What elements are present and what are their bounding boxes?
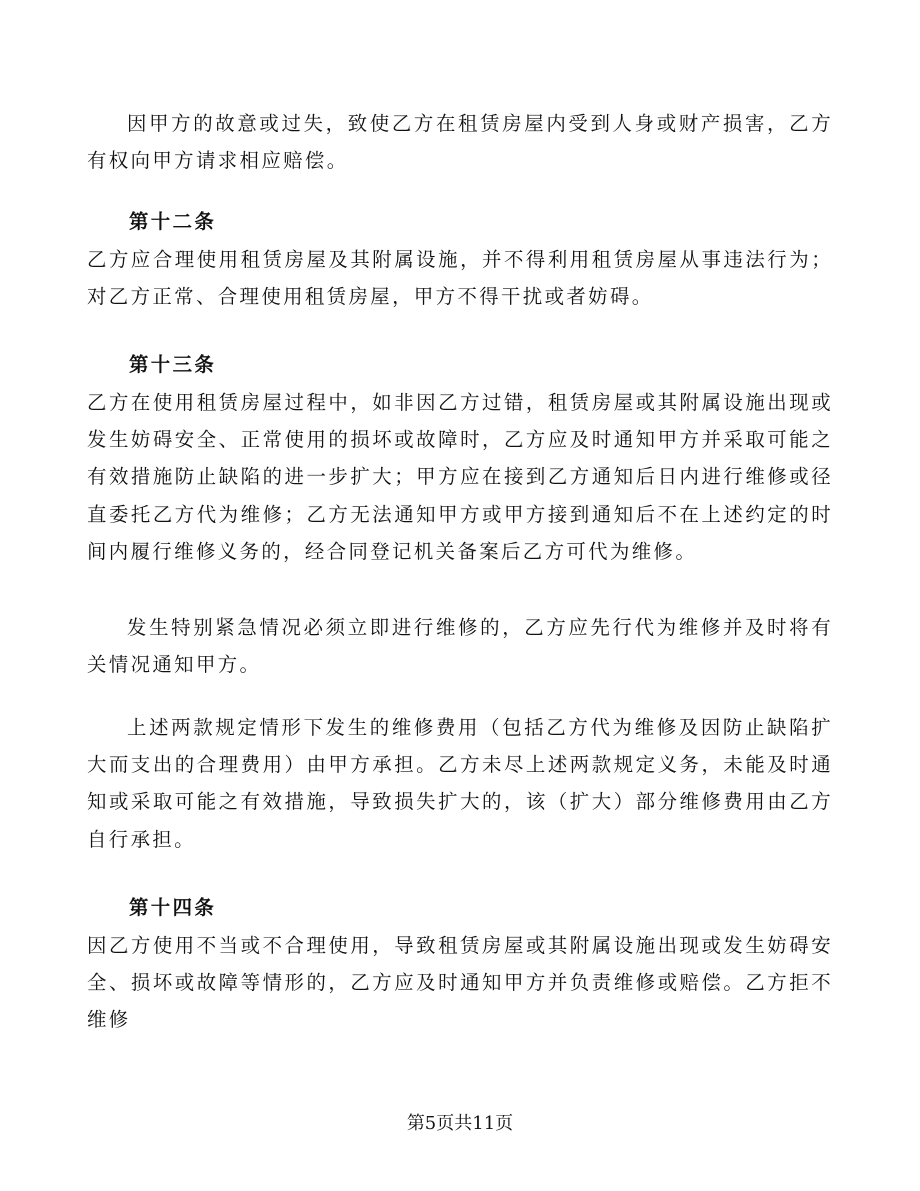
article-12-body: 乙方应合理使用租赁房屋及其附属设施，并不得利用租赁房屋从事违法行为；对乙方正常、合理使用租赁房屋，甲方不得干扰或者妨碍。	[87, 248, 833, 309]
article-14-body: 因乙方使用不当或不合理使用，导致租赁房屋或其附属设施出现或发生妨碍安全、损坏或故障等情形的，乙方应及时通知甲方并负责维修或赔偿。乙方拒不维修	[87, 934, 833, 1032]
article-13-emergency-paragraph: 发生特别紧急情况必须立即进行维修的，乙方应先行代为维修并及时将有关情况通知甲方。	[87, 616, 833, 677]
article-14-heading: 第十四条	[129, 896, 217, 919]
article-13-costs-paragraph: 上述两款规定情形下发生的维修费用（包括乙方代为维修及因防止缺陷扩大而支出的合理费用）由甲方承担。乙方未尽上述两款规定义务，未能及时通知或采取可能之有效措施，导致损失扩大的，该（扩大）部分维修费用由乙方自行承担。	[87, 716, 833, 851]
article-13-heading: 第十三条	[129, 353, 217, 376]
page-number-footer: 第5页共11页	[406, 1113, 514, 1134]
paragraph-damage-compensation: 因甲方的故意或过失，致使乙方在租赁房屋内受到人身或财产损害，乙方有权向甲方请求相应赔偿。	[87, 112, 833, 173]
article-12-heading: 第十二条	[129, 210, 217, 233]
article-13-body: 乙方在使用租赁房屋过程中，如非因乙方过错，租赁房屋或其附属设施出现或发生妨碍安全、正常使用的损坏或故障时，乙方应及时通知甲方并采取可能之有效措施防止缺陷的进一步扩大；甲方应在接到乙方通知后日内进行维修或径直委托乙方代为维修；乙方无法通知甲方或甲方接到通知后不在上述约定的时间内履行维修义务的，经合同登记机关备案后乙方可代为维修。	[87, 391, 833, 563]
